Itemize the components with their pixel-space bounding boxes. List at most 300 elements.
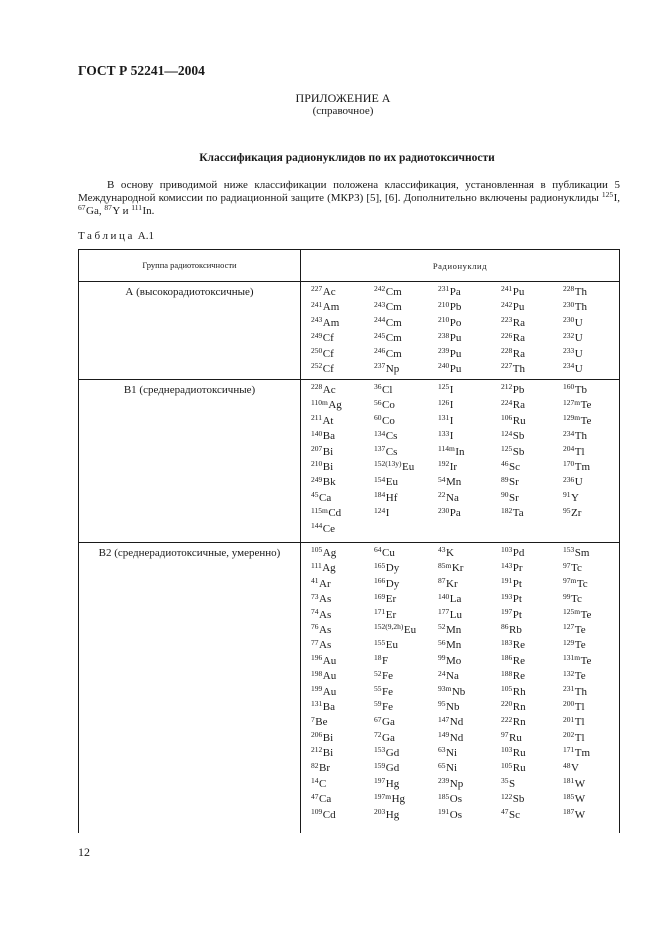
nuclide <box>374 362 438 377</box>
nuclide <box>311 731 374 746</box>
nuclide <box>311 700 374 715</box>
nuclide <box>374 654 438 669</box>
element-symbol: Er <box>385 593 397 606</box>
nuclide-list <box>301 543 620 823</box>
nuclide <box>311 522 374 537</box>
nuclide-cell <box>301 543 620 833</box>
element-symbol: Fe <box>382 700 393 713</box>
mass-number: 131 <box>311 699 323 709</box>
nuclide <box>374 669 438 684</box>
element-symbol: S <box>509 777 516 790</box>
nuclide <box>438 685 501 700</box>
nuclide <box>501 398 563 413</box>
element-symbol: Lu <box>449 608 462 621</box>
element-symbol: Hg <box>385 777 400 790</box>
mass-number: 140 <box>438 591 450 601</box>
group-label: А (высокорадиотоксичные) <box>79 282 301 379</box>
mass-number: 191 <box>501 576 513 586</box>
element-symbol: Ga <box>86 205 99 217</box>
mass-number: 228 <box>563 284 575 294</box>
mass-number: 202 <box>563 730 575 740</box>
mass-number: 232 <box>563 330 575 340</box>
element-symbol: Pd <box>512 547 525 559</box>
mass-number: 206 <box>311 730 323 740</box>
page-number: 12 <box>78 845 90 859</box>
element-symbol: Rn <box>512 700 526 713</box>
nuclide <box>374 285 438 300</box>
nuclide <box>311 792 374 807</box>
nuclide <box>501 362 563 377</box>
element-symbol: Ru <box>509 731 522 744</box>
nuclide <box>501 316 563 331</box>
nuclide <box>438 460 501 475</box>
nuclide <box>563 808 620 823</box>
nuclide <box>311 623 374 638</box>
nuclide <box>311 429 374 444</box>
nuclide <box>563 654 620 669</box>
nuclide <box>374 777 438 792</box>
appendix-heading <box>70 92 616 118</box>
element-symbol: U <box>574 347 583 360</box>
header-nuclide-label: Радионуклид <box>432 260 488 271</box>
element-symbol: Ar <box>319 577 331 590</box>
nuclide <box>501 777 563 792</box>
element-symbol: Hg <box>391 793 406 806</box>
element-symbol: Ra <box>512 347 525 360</box>
element-symbol: Bk <box>322 476 336 489</box>
mass-number: 47 <box>311 791 319 801</box>
mass-number: 197 <box>501 606 513 616</box>
mass-number: 230 <box>563 315 575 325</box>
mass-number: 212 <box>501 382 513 392</box>
element-symbol: W <box>574 808 586 821</box>
element-symbol: U <box>574 362 583 375</box>
element-symbol: In <box>455 445 465 458</box>
mass-number: 147 <box>438 714 450 724</box>
mass-number: 36 <box>374 382 382 392</box>
element-symbol: Zr <box>571 507 582 520</box>
mass-number: 227 <box>501 361 513 371</box>
element-symbol: Tl <box>574 716 585 729</box>
nuclide <box>374 561 438 576</box>
element-symbol: Y <box>112 205 120 217</box>
nuclide <box>438 475 501 490</box>
nuclide <box>501 792 563 807</box>
element-symbol: Au <box>322 685 337 698</box>
nuclide <box>501 429 563 444</box>
nuclide <box>563 592 620 607</box>
element-symbol: Bi <box>322 460 334 473</box>
nuclide <box>311 362 374 377</box>
nuclide <box>374 300 438 315</box>
element-symbol: Rh <box>512 685 526 698</box>
nuclide <box>563 383 620 398</box>
nuclide <box>374 383 438 398</box>
element-symbol: U <box>574 316 583 329</box>
nuclide <box>78 205 99 217</box>
intro-paragraph <box>78 179 620 218</box>
nuclide <box>311 331 374 346</box>
document-code: ГОСТ Р 52241—2004 <box>78 63 205 78</box>
element-symbol: Np <box>385 362 400 375</box>
element-symbol: Sb <box>512 430 525 443</box>
mass-number: 115m <box>311 505 328 515</box>
mass-number: 45 <box>311 490 319 500</box>
nuclide <box>438 561 501 576</box>
mass-number: 210 <box>311 459 323 469</box>
element-symbol: Nd <box>449 731 464 744</box>
header-group-label: Группа радиотоксичности <box>142 259 237 270</box>
element-symbol: Bi <box>322 747 334 760</box>
mass-number: 125m <box>563 606 581 616</box>
mass-number: 231 <box>438 284 450 294</box>
nuclide <box>501 623 563 638</box>
element-symbol: Cf <box>322 362 334 375</box>
nuclide <box>563 731 620 746</box>
element-symbol: Nb <box>446 700 460 713</box>
mass-number: 129m <box>563 413 581 423</box>
mass-number: 233 <box>563 345 575 355</box>
nuclide <box>563 638 620 653</box>
mass-number: 76 <box>311 622 319 632</box>
mass-number: 131m <box>563 653 581 663</box>
element-symbol: Pa <box>449 507 461 520</box>
element-symbol: Mn <box>446 476 462 489</box>
mass-number: 132 <box>563 668 575 678</box>
group-label: В2 (среднерадиотоксичные, умеренно) <box>79 543 301 833</box>
element-symbol: Pb <box>449 301 462 314</box>
nuclide <box>501 460 563 475</box>
nuclide <box>438 638 501 653</box>
element-symbol: Rn <box>512 716 526 729</box>
nuclide <box>501 608 563 623</box>
mass-number: 93m <box>438 683 452 693</box>
element-symbol: Ca <box>319 491 332 504</box>
nuclide <box>438 362 501 377</box>
nuclide <box>374 491 438 506</box>
mass-number: 241 <box>311 299 323 309</box>
element-symbol: Fe <box>382 685 393 698</box>
element-symbol: Kr <box>446 577 458 590</box>
nuclide <box>438 414 501 429</box>
mass-number: 143 <box>501 560 513 570</box>
element-symbol: Bi <box>322 445 334 458</box>
mass-number: 177 <box>438 606 450 616</box>
nuclide <box>311 685 374 700</box>
mass-number: 243 <box>311 315 323 325</box>
mass-number: 56 <box>438 637 446 647</box>
element-symbol: Rb <box>509 623 522 636</box>
nuclide <box>374 460 438 475</box>
nuclide <box>374 685 438 700</box>
mass-number: 188 <box>501 668 513 678</box>
mass-number: 137 <box>374 443 386 453</box>
separator: , <box>98 205 105 217</box>
element-symbol: Co <box>382 399 395 412</box>
element-symbol: Ac <box>322 286 336 298</box>
element-symbol: Ga <box>382 731 395 744</box>
nuclide <box>501 491 563 506</box>
mass-number: 110m <box>311 397 328 407</box>
nuclide <box>311 808 374 823</box>
element-symbol: Te <box>574 639 586 652</box>
nuclide <box>563 777 620 792</box>
nuclide <box>563 761 620 776</box>
mass-number: 166 <box>374 576 386 586</box>
mass-number: 227 <box>311 284 323 294</box>
nuclide <box>374 316 438 331</box>
element-symbol: Ag <box>322 562 336 575</box>
nuclide <box>501 475 563 490</box>
element-symbol: Te <box>574 623 586 636</box>
mass-number: 170 <box>563 459 575 469</box>
element-symbol: Sr <box>509 491 519 504</box>
element-symbol: Gd <box>385 747 400 760</box>
mass-number: 230 <box>438 505 450 515</box>
separator: , <box>617 192 620 204</box>
nuclide <box>374 546 438 561</box>
element-symbol: Co <box>382 414 395 427</box>
element-symbol: Sr <box>509 476 519 489</box>
nuclide <box>501 731 563 746</box>
element-symbol: Ra <box>512 332 525 345</box>
mass-number: 241 <box>501 284 513 294</box>
mass-number: 252 <box>311 361 323 371</box>
nuclide <box>438 316 501 331</box>
mass-number: 192 <box>438 459 450 469</box>
nuclide <box>374 577 438 592</box>
mass-number: 89 <box>501 474 509 484</box>
nuclide <box>311 398 374 413</box>
mass-number: 124 <box>501 428 513 438</box>
mass-number: 236 <box>563 474 575 484</box>
element-symbol: W <box>574 777 586 790</box>
element-symbol: Th <box>574 685 587 698</box>
element-symbol: At <box>322 414 334 427</box>
element-symbol: Ra <box>512 399 525 412</box>
nuclide <box>311 761 374 776</box>
mass-number: 191 <box>438 807 450 817</box>
table-header-row <box>79 250 619 282</box>
nuclide <box>438 383 501 398</box>
header-group-cell <box>79 250 301 281</box>
element-symbol: Cm <box>385 301 402 314</box>
nuclide <box>374 506 438 521</box>
mass-number: 125 <box>601 190 614 200</box>
appendix-title: ПРИЛОЖЕНИЕ А <box>295 91 391 105</box>
mass-number: 35 <box>501 776 509 786</box>
mass-number: 238 <box>438 330 450 340</box>
nuclide <box>311 654 374 669</box>
mass-number: 91 <box>563 490 571 500</box>
mass-number: 152(13y) <box>374 459 402 469</box>
mass-number: 193 <box>501 591 513 601</box>
mass-number: 246 <box>374 345 386 355</box>
mass-number: 97 <box>501 730 509 740</box>
element-symbol: Am <box>322 316 340 329</box>
element-symbol: Sm <box>574 547 590 559</box>
element-symbol: Pt <box>512 577 522 590</box>
nuclide <box>501 414 563 429</box>
element-symbol: F <box>382 654 389 667</box>
nuclide <box>501 383 563 398</box>
nuclide <box>374 792 438 807</box>
nuclide <box>311 561 374 576</box>
mass-number: 181 <box>563 776 575 786</box>
element-symbol: Na <box>446 670 459 683</box>
nuclide <box>311 608 374 623</box>
element-symbol: Ru <box>512 762 526 775</box>
element-symbol: Mo <box>446 654 462 667</box>
element-symbol: Re <box>512 639 525 652</box>
nuclide <box>501 638 563 653</box>
element-symbol: Re <box>512 670 525 683</box>
mass-number: 63 <box>438 745 446 755</box>
mass-number: 73 <box>311 591 319 601</box>
separator: . <box>151 205 155 217</box>
group-label: В1 (среднерадиотоксичные) <box>79 380 301 542</box>
nuclide <box>438 623 501 638</box>
element-symbol: Hg <box>385 808 400 821</box>
nuclide <box>374 429 438 444</box>
element-symbol: Po <box>449 316 462 329</box>
element-symbol: Th <box>574 286 587 298</box>
mass-number: 196 <box>311 653 323 663</box>
mass-number: 95 <box>563 505 571 515</box>
element-symbol: Sb <box>512 793 525 806</box>
element-symbol: Ag <box>328 399 342 412</box>
mass-number: 111 <box>311 560 322 570</box>
mass-number: 109 <box>311 807 323 817</box>
mass-number: 226 <box>501 330 513 340</box>
mass-number: 220 <box>501 699 513 709</box>
element-symbol: Be <box>315 716 328 729</box>
mass-number: 126 <box>438 397 450 407</box>
element-symbol: Te <box>580 654 592 667</box>
mass-number: 60 <box>374 413 382 423</box>
nuclide <box>501 331 563 346</box>
mass-number: 24 <box>438 668 446 678</box>
mass-number: 103 <box>501 545 513 555</box>
element-symbol: Eu <box>403 623 417 636</box>
mass-number: 149 <box>438 730 450 740</box>
element-symbol: Cs <box>385 445 398 458</box>
mass-number: 183 <box>501 637 513 647</box>
element-symbol: C <box>319 777 327 790</box>
element-symbol: Tl <box>574 700 585 713</box>
nuclide <box>501 746 563 761</box>
element-symbol: I <box>449 414 454 427</box>
element-symbol: K <box>446 547 454 559</box>
classification-table <box>78 249 620 833</box>
separator: и <box>119 205 132 217</box>
mass-number: 155 <box>374 637 386 647</box>
nuclide <box>501 669 563 684</box>
mass-number: 207 <box>311 443 323 453</box>
nuclide <box>563 608 620 623</box>
table-caption-number: А.1 <box>137 230 154 242</box>
nuclide <box>501 654 563 669</box>
nuclide <box>501 700 563 715</box>
mass-number: 129 <box>563 637 575 647</box>
nuclide <box>374 414 438 429</box>
element-symbol: Mn <box>446 639 462 652</box>
mass-number: 67 <box>78 203 86 213</box>
element-symbol: Kr <box>451 562 464 575</box>
element-symbol: Y <box>571 491 579 504</box>
nuclide <box>311 715 374 730</box>
nuclide <box>311 300 374 315</box>
element-symbol: Cm <box>385 332 402 345</box>
element-symbol: Cf <box>322 332 334 345</box>
mass-number: 103 <box>501 745 513 755</box>
nuclide <box>501 506 563 521</box>
nuclide <box>311 383 374 398</box>
element-symbol: Tl <box>574 445 585 458</box>
element-symbol: Te <box>580 399 592 412</box>
element-symbol: Br <box>319 762 330 775</box>
nuclide <box>563 475 620 490</box>
nuclide <box>563 398 620 413</box>
header-nuclide-cell <box>301 250 619 281</box>
element-symbol: Te <box>574 670 586 683</box>
nuclide <box>563 362 620 377</box>
element-symbol: Th <box>512 362 525 375</box>
element-symbol: Hf <box>385 491 398 504</box>
nuclide <box>438 746 501 761</box>
element-symbol: Cs <box>385 430 398 443</box>
mass-number: 223 <box>501 315 513 325</box>
mass-number: 239 <box>438 776 450 786</box>
mass-number: 187 <box>563 807 575 817</box>
element-symbol: Tc <box>576 577 588 590</box>
nuclide <box>563 445 620 460</box>
mass-number: 105 <box>501 683 513 693</box>
mass-number: 185 <box>563 791 575 801</box>
nuclide <box>563 429 620 444</box>
mass-number: 243 <box>374 299 386 309</box>
mass-number: 159 <box>374 760 386 770</box>
nuclide-cell <box>301 380 620 542</box>
nuclide <box>563 460 620 475</box>
nuclide <box>438 429 501 444</box>
mass-number: 106 <box>501 413 513 423</box>
element-symbol: I <box>449 399 454 412</box>
element-symbol: Ce <box>322 522 335 535</box>
element-symbol: As <box>319 608 332 621</box>
element-symbol: Fe <box>382 670 393 683</box>
mass-number: 56 <box>374 397 382 407</box>
element-symbol: In <box>142 205 152 217</box>
element-symbol: Cm <box>385 316 402 329</box>
table-caption <box>78 230 154 242</box>
nuclide <box>563 506 620 521</box>
mass-number: 184 <box>374 490 386 500</box>
nuclide <box>563 746 620 761</box>
nuclide <box>438 792 501 807</box>
nuclide <box>131 205 151 217</box>
nuclide <box>501 592 563 607</box>
mass-number: 211 <box>311 413 322 423</box>
nuclide <box>438 654 501 669</box>
mass-number: 201 <box>563 714 575 724</box>
element-symbol: Ba <box>322 430 335 443</box>
mass-number: 186 <box>501 653 513 663</box>
element-symbol: Ba <box>322 700 335 713</box>
mass-number: 87 <box>104 203 112 213</box>
mass-number: 74 <box>311 606 319 616</box>
nuclide <box>374 808 438 823</box>
